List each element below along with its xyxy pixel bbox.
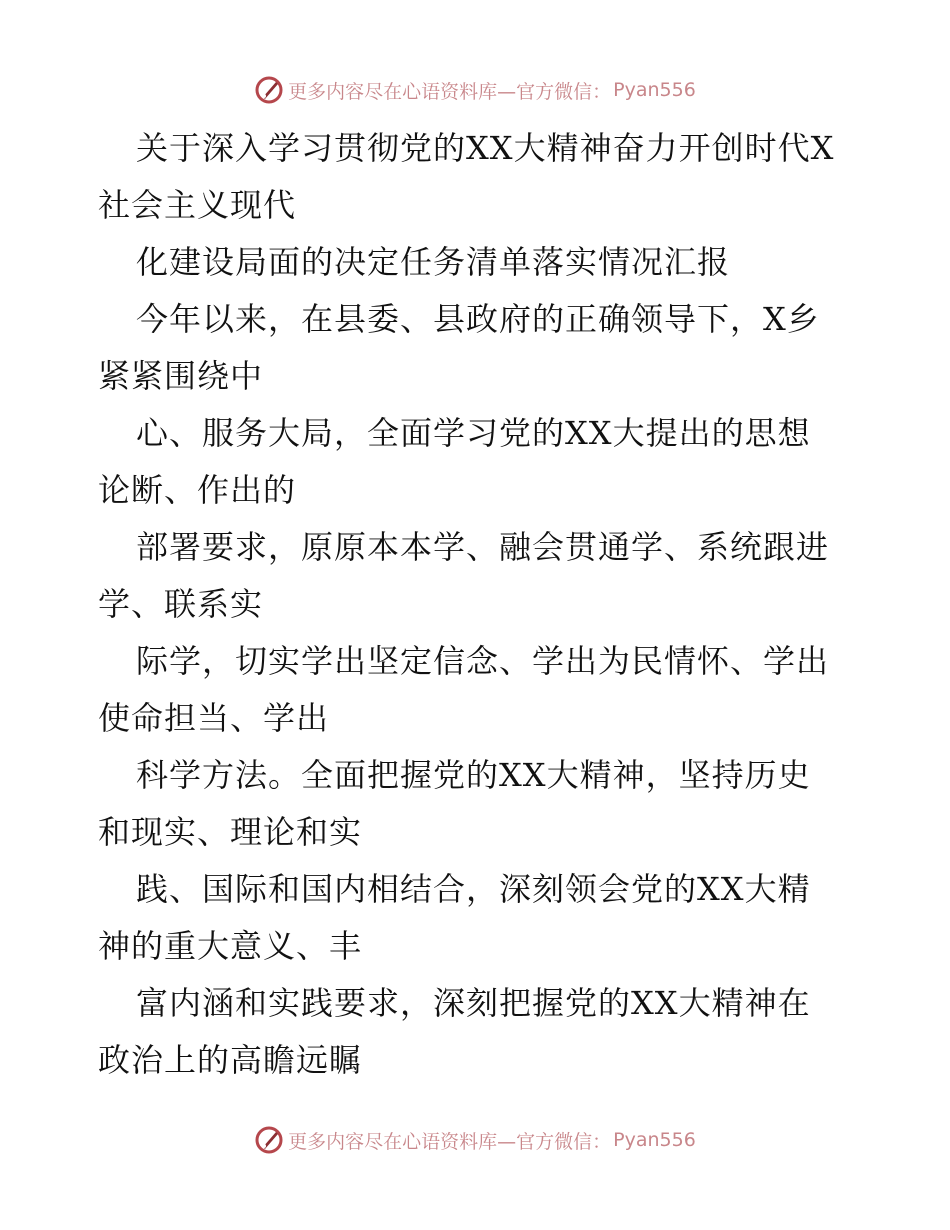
- quill-pen-logo-icon: [254, 1125, 284, 1155]
- footer-watermark: [0, 1120, 950, 1160]
- watermark-wechat-id: Pyan556: [613, 79, 696, 101]
- document-line: 社会主义现代: [98, 186, 297, 224]
- document-line: 践、国际和国内相结合，深刻领会党的XX大精: [136, 870, 811, 908]
- watermark-label: 更多内容尽在心语资料库—官方微信：: [288, 1130, 612, 1153]
- document-line: 和现实、理论和实: [98, 813, 363, 851]
- document-line: 神的重大意义、丰: [98, 927, 363, 965]
- document-body: [98, 120, 868, 1089]
- document-line: 心、服务大局，全面学习党的XX大提出的思想: [136, 414, 811, 452]
- document-line: 际学，切实学出坚定信念、学出为民情怀、学出: [136, 642, 830, 680]
- document-line: 今年以来，在县委、县政府的正确领导下，X乡: [136, 300, 820, 338]
- document-line: 关于深入学习贯彻党的XX大精神奋力开创时代X: [136, 129, 835, 167]
- document-line: 学、联系实: [98, 585, 264, 623]
- watermark-wechat-id: Pyan556: [613, 1129, 696, 1151]
- document-line: 化建设局面的决定任务清单落实情况汇报: [136, 243, 731, 281]
- document-line: 论断、作出的: [98, 471, 297, 509]
- document-line: 富内涵和实践要求，深刻把握党的XX大精神在: [136, 984, 811, 1022]
- header-watermark: [0, 70, 950, 110]
- quill-pen-logo-icon: [254, 75, 284, 105]
- document-line: 部署要求，原原本本学、融会贯通学、系统跟进: [136, 528, 830, 566]
- document-line: 科学方法。全面把握党的XX大精神，坚持历史: [136, 756, 811, 794]
- document-line: 紧紧围绕中: [98, 357, 264, 395]
- watermark-label: 更多内容尽在心语资料库—官方微信：: [288, 80, 612, 103]
- document-line: 政治上的高瞻远瞩: [98, 1041, 363, 1079]
- document-line: 使命担当、学出: [98, 699, 330, 737]
